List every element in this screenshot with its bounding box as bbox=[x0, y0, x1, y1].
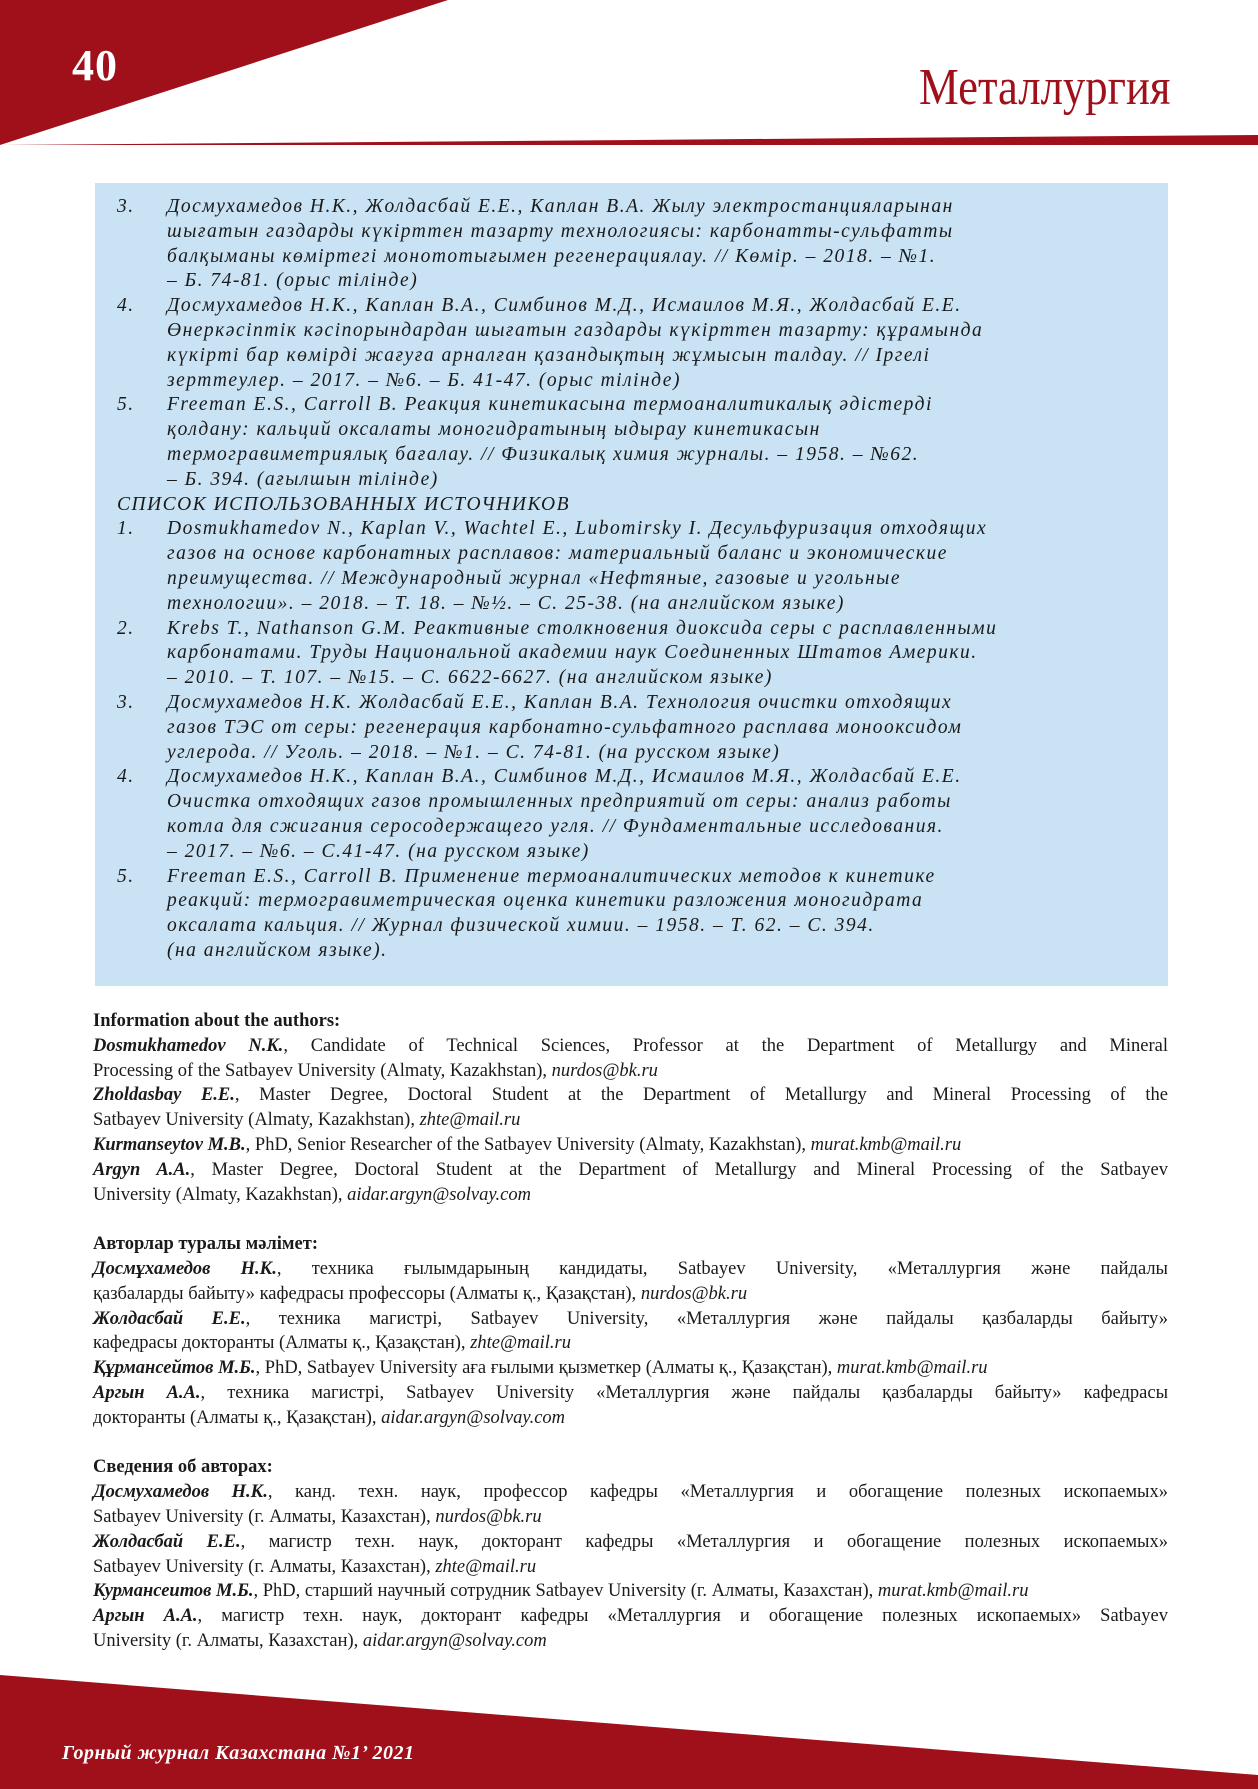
reference-line: зерттеулер. – 2017. – №6. – Б. 41-47. (орыс тілінде) bbox=[167, 369, 681, 391]
authors-kazakh bbox=[93, 1232, 1168, 1430]
reference-item bbox=[117, 691, 1157, 765]
journal-name: Горный журнал Казахстана №1’ 2021 bbox=[62, 1742, 415, 1764]
author-name: Жолдасбай Е.Е. bbox=[93, 1308, 246, 1329]
reference-line: Досмухамедов Н.К., Жолдасбай Е.Е., Каплан В.А. Жылу электростанцияларынан bbox=[167, 196, 954, 217]
author-details-continued bbox=[93, 1555, 1168, 1580]
author-entry bbox=[93, 1257, 1168, 1282]
email-link[interactable]: aidar.argyn@solvay.com bbox=[347, 1184, 531, 1205]
reference-item bbox=[117, 865, 1157, 964]
reference-text bbox=[167, 517, 1157, 616]
authors-english bbox=[93, 1009, 1168, 1207]
reference-text bbox=[167, 691, 1157, 765]
email-link[interactable]: nurdos@bk.ru bbox=[435, 1506, 542, 1527]
reference-line: Өнеркәсіптік кәсіпорындардан шығатын газдарды күкірттен тазарту: құрамында bbox=[167, 319, 984, 341]
email-link[interactable]: zhte@mail.ru bbox=[419, 1110, 521, 1131]
russian-references bbox=[117, 517, 1157, 963]
email-link[interactable]: murat.kmb@mail.ru bbox=[877, 1581, 1029, 1602]
reference-line: – 2017. – №6. – С.41-47. (на русском языке) bbox=[167, 840, 590, 862]
email-link[interactable]: nurdos@bk.ru bbox=[551, 1060, 658, 1081]
reference-text bbox=[167, 617, 1157, 691]
reference-text bbox=[167, 294, 1157, 393]
reference-line: Dosmukhamedov N., Kaplan V., Wachtel E., Lubomirsky I. Десульфуризация отходящих bbox=[167, 518, 988, 540]
email-link[interactable]: zhte@mail.ru bbox=[435, 1556, 537, 1577]
reference-line: термогравиметриялық бағалау. // Физикалық химия журналы. – 1958. – №62. bbox=[167, 443, 920, 465]
author-details: , магистр техн. наук, докторант кафедры «Металлургия и обогащение полезных ископаемых» Satbayev bbox=[197, 1606, 1168, 1627]
author-details: , Master Degree, Doctoral Student at the Department of Metallurgy and Mineral Processing of the bbox=[234, 1085, 1169, 1106]
author-details-continued bbox=[93, 1282, 1168, 1307]
author-affiliation: Satbayev University (г. Алматы, Казахстан), bbox=[93, 1506, 436, 1527]
author-name: Жолдасбай Е.Е. bbox=[93, 1531, 241, 1552]
author-affiliation: Processing of the Satbayev University (Almaty, Kazakhstan), bbox=[93, 1060, 552, 1081]
author-entry bbox=[93, 1530, 1168, 1555]
reference-text bbox=[167, 765, 1157, 864]
reference-line: күкірті бар көмірді жағуға арналған қазандықтың жұмысын талдау. // Іргелі bbox=[167, 344, 931, 366]
reference-line: – 2010. – Т. 107. – №15. – С. 6622-6627. (на английском языке) bbox=[167, 667, 773, 689]
page-number: 40 bbox=[72, 41, 118, 90]
email-link[interactable]: aidar.argyn@solvay.com bbox=[362, 1630, 547, 1651]
author-details-continued bbox=[93, 1183, 1168, 1208]
authors-russian bbox=[93, 1455, 1168, 1653]
reference-item bbox=[117, 517, 1157, 616]
reference-number: 5. bbox=[117, 394, 135, 416]
reference-line: котла для сжигания серосодержащего угля. // Фундаментальные исследования. bbox=[167, 815, 944, 837]
reference-number: 5. bbox=[117, 865, 135, 887]
author-name: Аргын А.А. bbox=[93, 1382, 201, 1403]
author-details: , техника магистрі, Satbayev University, «Металлургия және пайдалы қазбаларды байыту» bbox=[245, 1308, 1168, 1329]
reference-line: преимущества. // Международный журнал «Нефтяные, газовые и угольные bbox=[167, 567, 902, 589]
author-details: , техника магистрі, Satbayev University «Металлургия және пайдалы қазбаларды байыту» кафедрасы bbox=[200, 1382, 1168, 1403]
reference-line: қолдану: кальций оксалаты моногидратының ыдырау кинетикасын bbox=[167, 419, 821, 441]
author-name: Kurmanseytov M.B. bbox=[93, 1134, 246, 1155]
footer-band bbox=[0, 1675, 1258, 1789]
reference-line: Досмухамедов Н.К., Каплан В.А., Симбинов М.Д., Исмаилов М.Я., Жолдасбай Е.Е. bbox=[167, 766, 962, 788]
author-entry bbox=[93, 1083, 1168, 1108]
reference-line: Досмухамедов Н.К. Жолдасбай Е.Е., Каплан В.А. Технология очистки отходящих bbox=[167, 691, 953, 713]
authors-heading: Сведения об авторах: bbox=[93, 1457, 273, 1478]
reference-line: газов ТЭС от серы: регенерация карбонатно-сульфатного расплава монооксидом bbox=[167, 716, 963, 738]
reference-line: Freeman E.S., Carroll B. Применение термоаналитических методов к кинетике bbox=[167, 865, 936, 887]
author-entry bbox=[93, 1579, 1168, 1604]
reference-line: газов на основе карбонатных расплавов: материальный баланс и экономические bbox=[167, 543, 948, 565]
email-link[interactable]: murat.kmb@mail.ru bbox=[810, 1134, 962, 1155]
author-name: Досмұхамедов Н.К. bbox=[93, 1258, 277, 1279]
reference-number: 4. bbox=[117, 295, 135, 317]
reference-line: Досмухамедов Н.К., Каплан В.А., Симбинов М.Д., Исмаилов М.Я., Жолдасбай Е.Е. bbox=[167, 295, 962, 317]
email-link[interactable]: zhte@mail.ru bbox=[470, 1333, 571, 1354]
reference-number: 4. bbox=[117, 766, 135, 788]
email-link[interactable]: nurdos@bk.ru bbox=[640, 1283, 748, 1304]
reference-line: Очистка отходящих газов промышленных предприятий от серы: анализ работы bbox=[167, 791, 952, 813]
reference-line: – Б. 394. (ағылшын тілінде) bbox=[167, 468, 439, 490]
author-name: Аргын А.А. bbox=[93, 1606, 198, 1627]
author-details: , Candidate of Technical Sciences, Professor at the Department of Metallurgy and Mineral bbox=[283, 1035, 1168, 1056]
reference-number: 3. bbox=[117, 196, 135, 217]
author-affiliation: кафедрасы докторанты (Алматы қ., Қазақстан), bbox=[93, 1333, 471, 1354]
reference-text bbox=[167, 865, 1157, 964]
author-name: Досмухамедов Н.К. bbox=[93, 1482, 268, 1503]
reference-line: Krebs T., Nathanson G.M. Реактивные столкновения диоксида серы с расплавленными bbox=[167, 617, 998, 639]
author-name: Dosmukhamedov N.K. bbox=[93, 1035, 284, 1056]
authors-heading: Information about the authors: bbox=[93, 1011, 341, 1031]
reference-list bbox=[117, 195, 1157, 964]
author-entry bbox=[93, 1381, 1168, 1406]
author-details-continued bbox=[93, 1406, 1168, 1431]
reference-item bbox=[117, 765, 1157, 864]
author-details: , Master Degree, Doctoral Student at the Department of Metallurgy and Mineral Processing of the Satbayev bbox=[190, 1159, 1169, 1180]
reference-text bbox=[167, 393, 1157, 492]
email-link[interactable]: murat.kmb@mail.ru bbox=[836, 1358, 988, 1379]
author-entry bbox=[93, 1034, 1168, 1059]
author-name: Курмансеитов М.Б. bbox=[93, 1581, 254, 1602]
author-details: , PhD, Satbayev University аға ғылыми қызметкер (Алматы қ., Қазақстан), bbox=[255, 1358, 837, 1379]
reference-line: карбонатами. Труды Национальной академии наук Соединенных Штатов Америки. bbox=[167, 642, 978, 664]
author-affiliation: Satbayev University (г. Алматы, Казахстан), bbox=[93, 1556, 436, 1577]
author-entry bbox=[93, 1604, 1168, 1629]
reference-item bbox=[117, 195, 1157, 294]
author-affiliation: докторанты (Алматы қ., Қазақстан), bbox=[93, 1407, 382, 1428]
author-entry bbox=[93, 1356, 1168, 1381]
author-details-continued bbox=[93, 1505, 1168, 1530]
author-details: , техника ғылымдарының кандидаты, Satbayev University, «Металлургия және пайдалы bbox=[276, 1258, 1168, 1279]
reference-item bbox=[117, 617, 1157, 691]
email-link[interactable]: aidar.argyn@solvay.com bbox=[381, 1407, 566, 1428]
author-details: , PhD, Senior Researcher of the Satbayev University (Almaty, Kazakhstan), bbox=[245, 1134, 811, 1155]
author-affiliation: Satbayev University (Almaty, Kazakhstan), bbox=[93, 1110, 420, 1131]
reference-line: балқыманы көміртегі монототығымен регенерациялау. // Көмір. – 2018. – №1. bbox=[167, 245, 937, 267]
section-title: Металлургия bbox=[918, 59, 1170, 116]
reference-number: 1. bbox=[117, 518, 135, 540]
reference-line: Freeman E.S., Carroll B. Реакция кинетикасына термоаналитикалық әдістерді bbox=[167, 394, 933, 416]
kazakh-references bbox=[117, 195, 1157, 493]
author-name: Argyn A.A. bbox=[93, 1159, 191, 1180]
reference-number: 3. bbox=[117, 691, 135, 713]
reference-line: оксалата кальция. // Журнал физической химии. – 1958. – Т. 62. – С. 394. bbox=[167, 915, 875, 937]
author-details: , магистр техн. наук, докторант кафедры «Металлургия и обогащение полезных ископаемых» bbox=[240, 1531, 1168, 1552]
reference-number: 2. bbox=[117, 617, 135, 639]
author-entry bbox=[93, 1480, 1168, 1505]
author-entry bbox=[93, 1133, 1168, 1158]
author-affiliation: University (Almaty, Kazakhstan), bbox=[93, 1184, 348, 1205]
reference-line: (на английском языке). bbox=[167, 939, 388, 961]
author-details-continued bbox=[93, 1629, 1168, 1654]
author-entry bbox=[93, 1158, 1168, 1183]
author-details-continued bbox=[93, 1108, 1168, 1133]
author-details: , PhD, старший научный сотрудник Satbayev University (г. Алматы, Казахстан), bbox=[253, 1581, 878, 1602]
reference-line: шығатын газдарды күкірттен тазарту технологиясы: карбонатты-сульфатты bbox=[167, 220, 954, 242]
reference-item bbox=[117, 294, 1157, 393]
reference-line: углерода. // Уголь. – 2018. – №1. – С. 74-81. (на русском языке) bbox=[167, 741, 781, 763]
reference-line: технологии». – 2018. – Т. 18. – №½. – С. 25-38. (на английском языке) bbox=[167, 592, 845, 614]
reference-line: – Б. 74-81. (орыс тілінде) bbox=[167, 270, 419, 292]
russian-references-heading: СПИСОК ИСПОЛЬЗОВАННЫХ ИСТОЧНИКОВ bbox=[117, 493, 570, 515]
reference-line: реакций: термогравиметрическая оценка кинетики разложения моногидрата bbox=[167, 890, 924, 912]
author-information bbox=[93, 1009, 1168, 1679]
reference-item bbox=[117, 393, 1157, 492]
author-affiliation: қазбаларды байыту» кафедрасы профессоры (Алматы қ., Қазақстан), bbox=[93, 1283, 641, 1304]
authors-heading: Авторлар туралы мәлімет: bbox=[93, 1234, 318, 1255]
author-name: Құрмансейтов М.Б. bbox=[93, 1358, 256, 1379]
author-details: , канд. техн. наук, профессор кафедры «Металлургия и обогащение полезных ископаемых» bbox=[267, 1482, 1168, 1503]
author-affiliation: University (г. Алматы, Казахстан), bbox=[93, 1630, 363, 1651]
author-details-continued bbox=[93, 1059, 1168, 1084]
author-details-continued bbox=[93, 1331, 1168, 1356]
reference-text bbox=[167, 195, 1157, 294]
author-entry bbox=[93, 1307, 1168, 1332]
author-name: Zholdasbay E.E. bbox=[93, 1085, 235, 1106]
